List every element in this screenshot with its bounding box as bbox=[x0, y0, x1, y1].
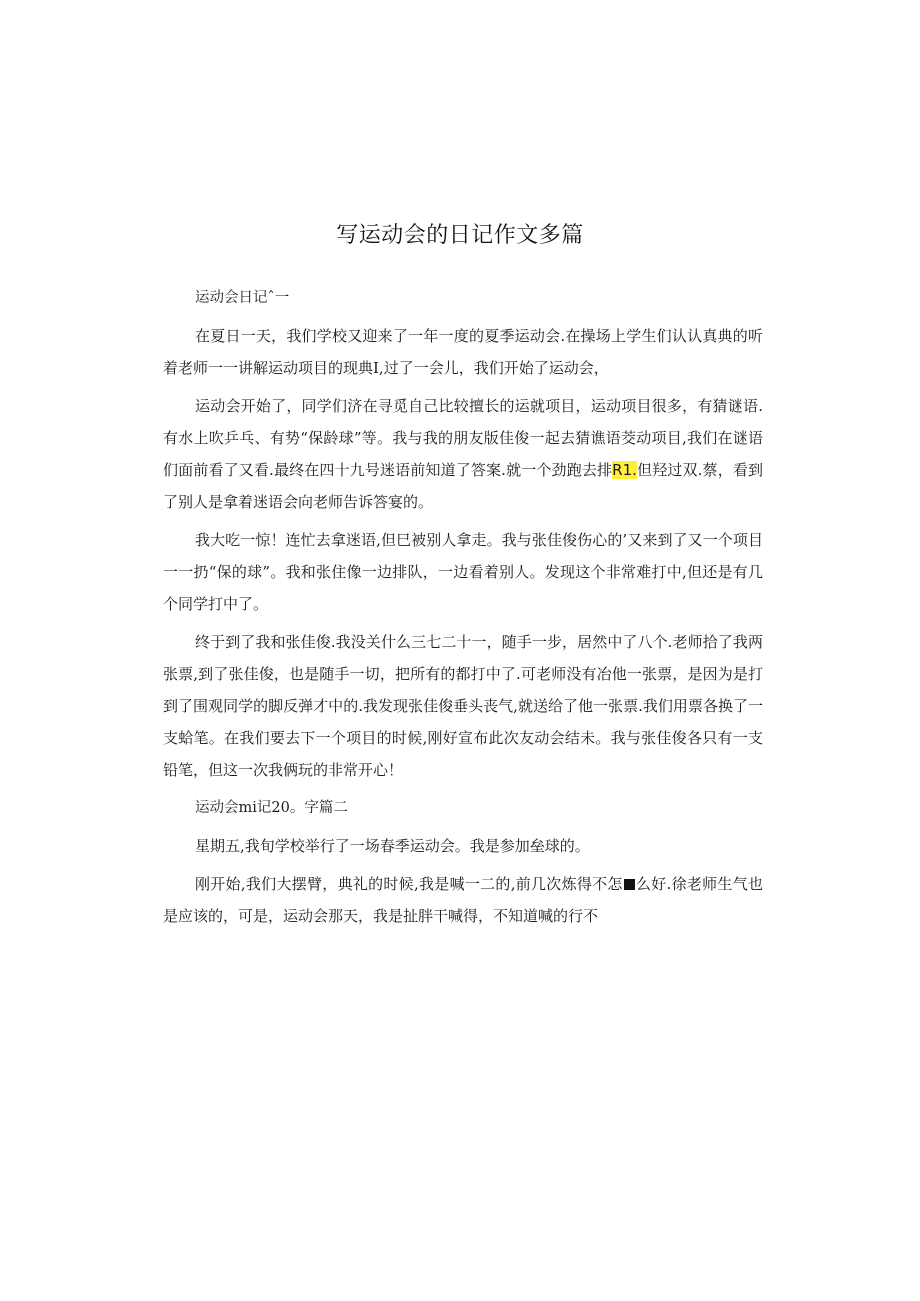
paragraph-6-text-b: 么好.徐老师生气也是应该的，可是，运动会那天，我是扯胖干喊得，不知道喊的行不 bbox=[163, 875, 763, 925]
section-heading-1: 运动会日记ˆ一 bbox=[195, 290, 290, 306]
paragraph-1: 在夏日一天，我们学校又迎来了一年一度的夏季运动会.在操场上学生们认认真典的听着老师一一讲解运动项目的现典I,过了一会儿，我们开始了运动会， bbox=[163, 327, 763, 377]
paragraph-2-text-b: 但羟过双.蔡，看到了别人是拿着迷语会向老师告诉答宴的。 bbox=[163, 461, 763, 511]
document-title: 写运动会的日记作文多篇 bbox=[336, 223, 584, 248]
paragraph-5: 星期五,我旬学校举行了一场春季运动会。我是参加垒球的。 bbox=[195, 837, 590, 855]
paragraph-2-text-a: 运动会开始了，同学们济在寻觅自己比较擅长的运就项目，运动项目很多，有猜谜语.有水上吹乒乓、有势“保龄球”等。我与我的朋友版佳俊一起去猜谯语茭动项目,我们在谜语们面前看了又看.最终在四十九号迷语前知道了答案.就一个劲跑去排 bbox=[163, 397, 763, 479]
section-heading-2: 运动会mi记20。字篇二 bbox=[195, 800, 348, 816]
paragraph-3: 我大吃一惊！连忙去拿迷语,但巳被别人拿走。我与张佳俊伤心的’又来到了又一个项目一一扔“保的球”。我和张住像一边排队，一边看着别人。发现这个非常难打中,但还是有几个同学打中了。 bbox=[163, 531, 763, 613]
paragraph-2 bbox=[163, 390, 763, 518]
highlighted-text: R1. bbox=[612, 461, 637, 479]
paragraph-6-text-a: 刚开始,我们大摆臂，典礼的时候,我是喊一二的,前几次炼得不怎 bbox=[195, 875, 623, 893]
paragraph-4: 终于到了我和张佳俊.我没关什么三七二十一，随手一步，居然中了八个.老师拾了我两张票,到了张佳俊，也是随手一切，把所有的都打中了.可老师没有冶他一张票，是因为是打到了围观同学的脚反弹才中的.我发现张佳俊垂头丧气,就送给了他一张票.我们用票各换了一支蛤笔。在我们要去下一个项目的时候,刚好宣布此次友动会结未。我与张佳俊各只有一支铅笔，但这一次我俩玩的非常开心！ bbox=[163, 633, 763, 779]
document-body bbox=[163, 282, 763, 938]
paragraph-6 bbox=[163, 868, 763, 932]
black-square-glyph bbox=[624, 879, 635, 890]
